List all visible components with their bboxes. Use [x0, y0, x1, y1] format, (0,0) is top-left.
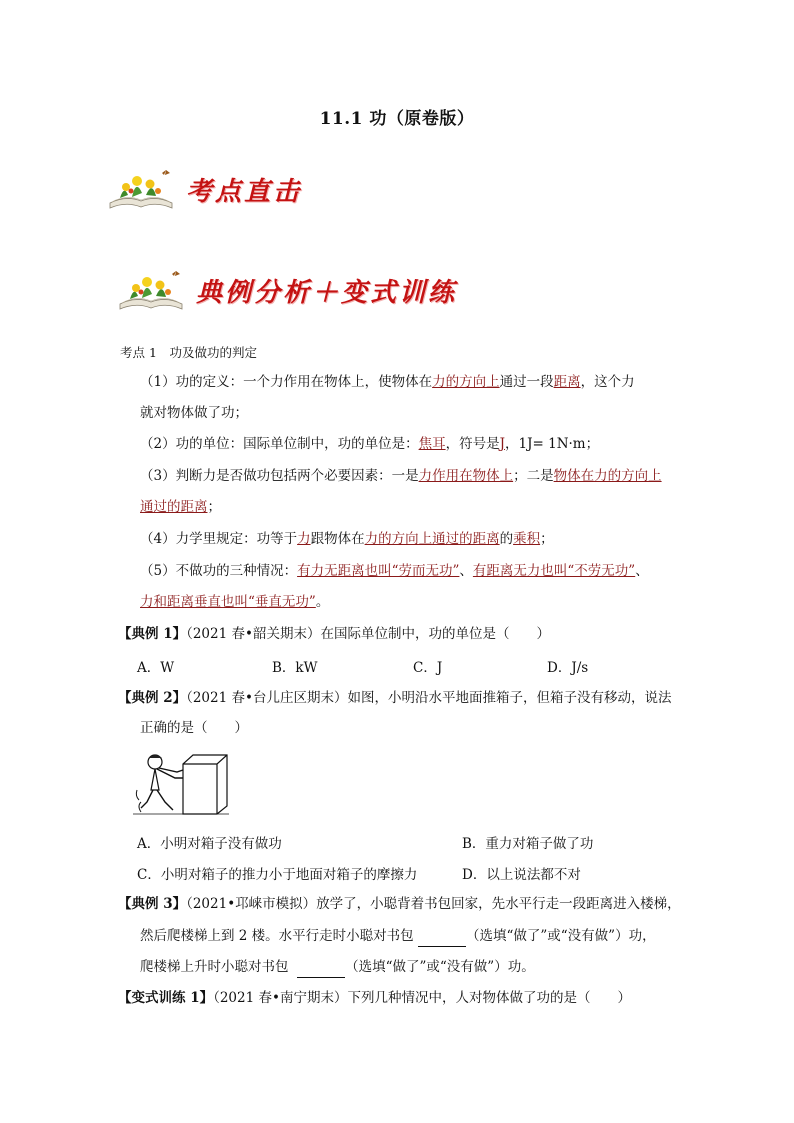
example-3-line-2: 然后爬楼梯上到 2 楼。水平行走时小聪对书包 （选填“做了”或“没有做”）功， — [140, 926, 656, 947]
point-5: （5）不做功的三种情况：有力无距离也叫“劳而无功”、有距离无力也叫“不劳无功”、 — [140, 563, 649, 579]
open-book-flowers-icon — [116, 266, 186, 314]
ex2-option-c[interactable]: C．小明对箱子的推力小于地面对箱子的摩擦力 — [137, 867, 418, 883]
point-1-cont: 就对物体做了功； — [140, 405, 248, 421]
example-3: 【典例 3】（2021•邛崃市模拟）放学了，小聪背着书包回家，先水平行走一段距离进入楼梯， — [118, 896, 681, 912]
kaodian-name: 功及做功的判定 — [169, 345, 257, 360]
banner-kaodian-text: 考点直击 — [186, 176, 303, 207]
example-2: 【典例 2】（2021 春•台儿庄区期末）如图，小明沿水平地面推箱子，但箱子没有移动，说法 — [118, 690, 672, 706]
point-4: （4）力学里规定：功等于力跟物体在力的方向上通过的距离的乘积； — [140, 531, 554, 547]
point-1: （1）功的定义：一个力作用在物体上，使物体在力的方向上通过一段距离，这个力 — [140, 374, 635, 390]
example-1: 【典例 1】（2021 春•韶关期末）在国际单位制中，功的单位是（ ） — [118, 626, 550, 642]
ex1-option-a[interactable]: A．W — [137, 660, 175, 676]
kaodian-label: 考点 1 — [120, 345, 157, 360]
boy-pushing-box-figure — [133, 750, 233, 816]
variant-training-1: 【变式训练 1】（2021 春•南宁期末）下列几种情况中，人对物体做了功的是（ ） — [118, 990, 631, 1006]
open-book-flowers-icon — [106, 165, 176, 213]
ex2-option-d[interactable]: D．以上说法都不对 — [462, 867, 581, 883]
kaodian-heading — [120, 343, 257, 363]
point-3: （3）判断力是否做功包括两个必要因素：一是力作用在物体上；二是物体在力的方向上 — [140, 468, 662, 484]
answer-blank-1[interactable] — [418, 926, 466, 947]
ex1-option-b[interactable]: B．kW — [272, 660, 318, 676]
example-3-line-3: 爬楼梯上升时小聪对书包 （选填“做了”或“没有做”）功。 — [140, 957, 535, 978]
ex2-option-a[interactable]: A．小明对箱子没有做功 — [137, 836, 282, 852]
point-2: （2）功的单位：国际单位制中，功的单位是：焦耳，符号是J，1J= 1N·m； — [140, 436, 600, 452]
point-3-cont: 通过的距离； — [140, 499, 221, 515]
ex2-option-b[interactable]: B．重力对箱子做了功 — [462, 836, 594, 852]
banner-dianli-text: 典例分析＋变式训练 — [196, 277, 458, 308]
example-2-cont: 正确的是（ ） — [140, 720, 248, 736]
answer-blank-2[interactable] — [297, 957, 345, 978]
page-title: 11.1 功（原卷版） — [319, 109, 475, 129]
section-banner-dianli — [116, 266, 457, 314]
section-banner-kaodian — [106, 165, 302, 213]
ex1-option-d[interactable]: D．J/s — [547, 660, 589, 676]
point-5-cont: 力和距离垂直也叫“垂直无功”。 — [140, 594, 330, 610]
ex1-option-c[interactable]: C．J — [413, 660, 443, 676]
